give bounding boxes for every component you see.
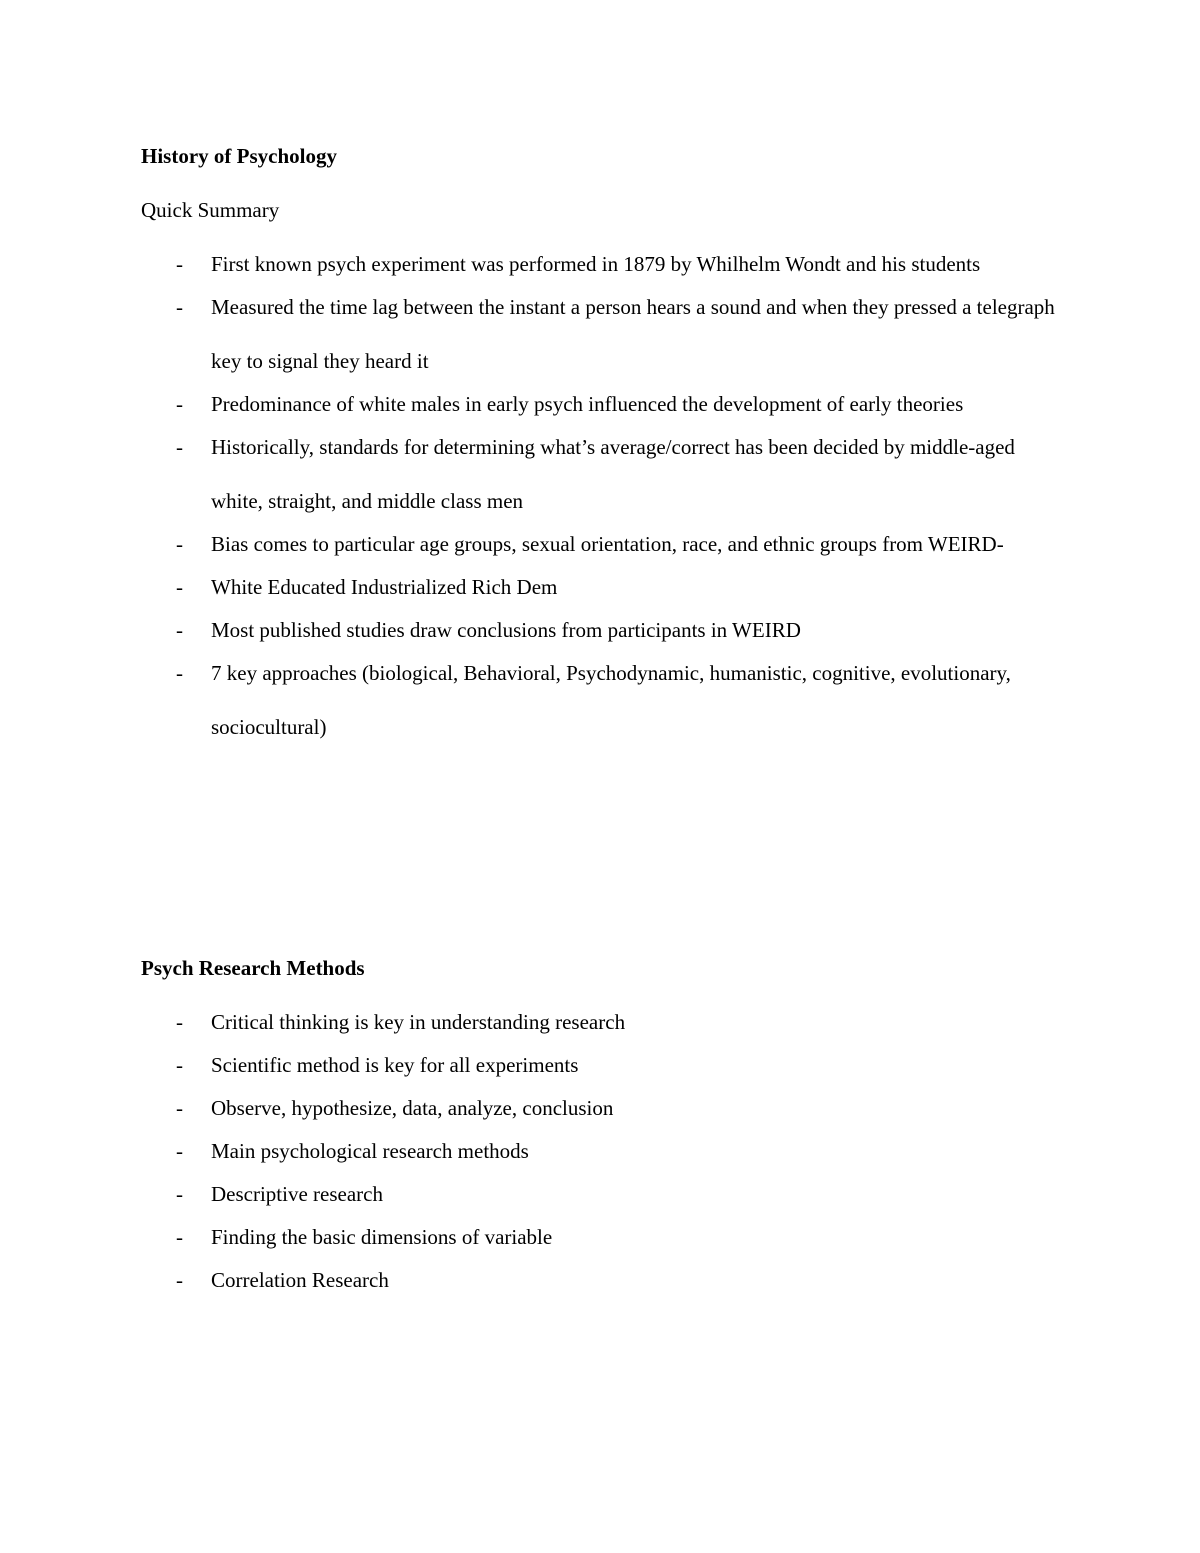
bullet-dash: - bbox=[176, 661, 183, 685]
bullet-dash: - bbox=[176, 1139, 183, 1163]
bullet-dash: - bbox=[176, 1010, 183, 1034]
bullet-list bbox=[0, 1006, 1200, 1307]
bullet-dash: - bbox=[176, 1053, 183, 1077]
list-item-text: White Educated Industrialized Rich Dem bbox=[211, 575, 558, 599]
list-item bbox=[0, 280, 1200, 388]
list-item-text: Bias comes to particular age groups, sexual orientation, race, and ethnic groups from WEIRD- bbox=[211, 532, 1004, 556]
bullet-dash: - bbox=[176, 1268, 183, 1292]
list-item-text: Descriptive research bbox=[211, 1182, 383, 1206]
list-item bbox=[0, 420, 1200, 528]
list-item-text: Most published studies draw conclusions from participants in WEIRD bbox=[211, 618, 801, 642]
bullet-dash: - bbox=[176, 252, 183, 276]
list-item-text: Main psychological research methods bbox=[211, 1139, 529, 1163]
list-item-text: 7 key approaches (biological, Behavioral, Psychodynamic, humanistic, cognitive, evolutionary, sociocultural) bbox=[211, 661, 1011, 739]
bullet-list bbox=[0, 248, 1200, 754]
list-item-text: Scientific method is key for all experiments bbox=[211, 1053, 579, 1077]
list-item-text: Observe, hypothesize, data, analyze, conclusion bbox=[211, 1096, 614, 1120]
bullet-dash: - bbox=[176, 435, 183, 459]
list-item-text: Predominance of white males in early psych influenced the development of early theories bbox=[211, 392, 964, 416]
list-item-text: Finding the basic dimensions of variable bbox=[211, 1225, 553, 1249]
list-item-text: Measured the time lag between the instant a person hears a sound and when they pressed a telegraph key to signal they heard it bbox=[211, 295, 1055, 373]
bullet-dash: - bbox=[176, 532, 183, 556]
list-item bbox=[0, 1253, 1200, 1307]
list-item bbox=[0, 646, 1200, 754]
bullet-dash: - bbox=[176, 618, 183, 642]
bullet-dash: - bbox=[176, 575, 183, 599]
bullet-dash: - bbox=[176, 392, 183, 416]
bullet-dash: - bbox=[176, 295, 183, 319]
section-heading: History of Psychology bbox=[141, 144, 337, 168]
bullet-dash: - bbox=[176, 1225, 183, 1249]
section-subheading: Quick Summary bbox=[141, 198, 280, 222]
bullet-dash: - bbox=[176, 1096, 183, 1120]
list-item-text: First known psych experiment was performed in 1879 by Whilhelm Wondt and his students bbox=[211, 252, 981, 276]
list-item-text: Historically, standards for determining what’s average/correct has been decided by middle-aged white, straight, and middle class men bbox=[211, 435, 1015, 513]
list-item-text: Critical thinking is key in understanding research bbox=[211, 1010, 626, 1034]
list-item-text: Correlation Research bbox=[211, 1268, 389, 1292]
section-heading: Psych Research Methods bbox=[141, 956, 365, 980]
bullet-dash: - bbox=[176, 1182, 183, 1206]
